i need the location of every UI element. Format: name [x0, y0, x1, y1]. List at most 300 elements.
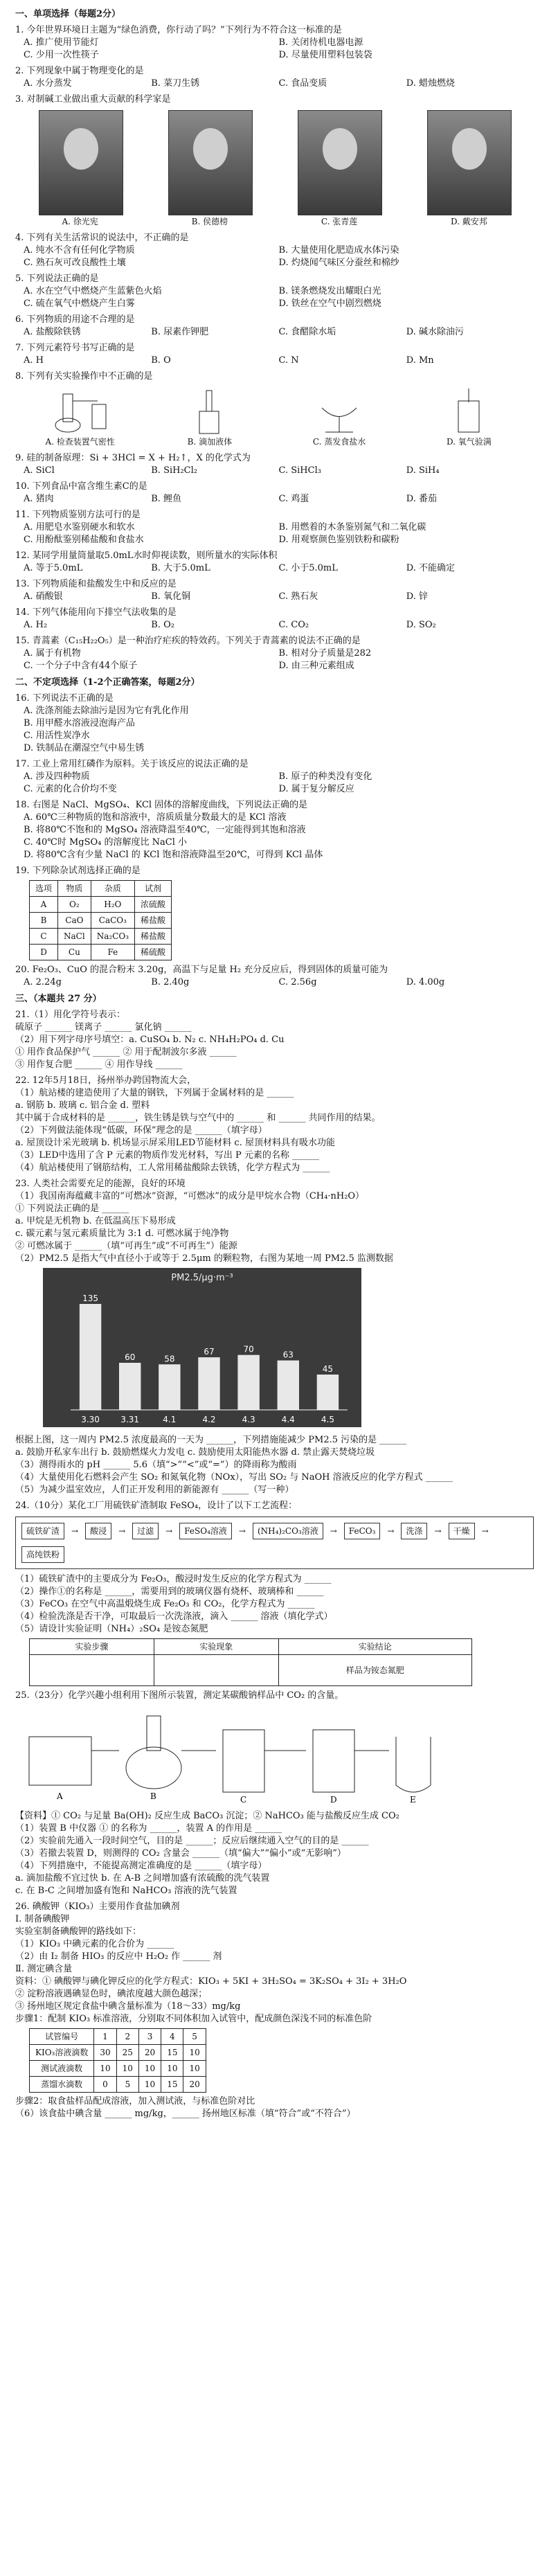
option-a: A. 2.24g: [24, 977, 62, 987]
standard-color-table: [29, 2028, 206, 2093]
option-b: B. 大于5.0mL: [151, 563, 210, 573]
question-line: ③ 用作复合肥 ______ ④ 用作导线 ______: [15, 1059, 183, 1070]
apparatus-caption: A. 检查装置气密性: [45, 437, 115, 447]
arrow-icon: →: [118, 1526, 126, 1536]
question-line: （5）为减少温室效应，人们正开发利用的新能源有 ______（写一种）: [15, 1485, 294, 1495]
table-cell: KIO₃溶液滴数: [30, 2045, 94, 2061]
question-stem: 12. 某同学用量筒量取5.0mL水时仰视读数，则所量水的实际体积: [15, 551, 278, 561]
question-line: （4）下列措施中，不能提高测定准确度的是 ______（填字母）: [15, 1861, 267, 1871]
portrait-caption: C. 张青莲: [321, 217, 358, 226]
table-cell: C: [30, 929, 58, 945]
exam-paper: [15, 4, 534, 2120]
option-c: C. 元素的化合价均不变: [24, 784, 117, 794]
option-d: D. 尽量使用塑料包装袋: [278, 50, 372, 60]
table-header: 杂质: [91, 881, 134, 897]
question-26: [15, 1901, 534, 2120]
option-c: C. 小于5.0mL: [278, 563, 338, 573]
x-tick-label: 3.30: [81, 1415, 100, 1424]
apparatus-e-icon: [396, 1737, 431, 1792]
arrow-icon: →: [330, 1526, 337, 1536]
portrait-a: [39, 110, 122, 228]
arrow-icon: →: [387, 1526, 395, 1536]
option-d: D. 锌: [406, 591, 428, 602]
section-title-1: 一、单项选择（每题2分）: [15, 9, 121, 19]
options: [15, 812, 534, 861]
question-stem: 22. 12年5月18日，扬州举办跨国物流大会，: [15, 1075, 197, 1086]
table-cell: NaCl: [58, 929, 91, 945]
options: [15, 285, 534, 310]
table-cell: [154, 1655, 278, 1686]
question-stem: 6. 下列物质的用途不合理的是: [15, 314, 135, 325]
table-cell: Fe: [91, 945, 134, 960]
evaporating-dish-icon: [308, 387, 370, 436]
question-line: ② 淀粉溶液遇碘显色时，碘浓度越大颜色越深；: [15, 1989, 208, 1999]
arrow-icon: →: [71, 1526, 79, 1536]
question-17: [15, 758, 534, 796]
portrait-photo: [427, 110, 512, 215]
table-row: [30, 913, 172, 929]
table-row: [30, 1655, 472, 1686]
option-c: C. CO₂: [278, 620, 309, 630]
option-a: A. 涉及四种物质: [24, 771, 90, 782]
question-12: [15, 550, 534, 575]
question-line: （3）测得雨水的 pH ______ 5.6（填“>”“<”或“=”）的降雨称为酸雨: [15, 1460, 297, 1470]
flow-step: 洗涤: [401, 1523, 427, 1539]
portrait-photo: [168, 110, 253, 215]
option-c: C. 2.56g: [278, 977, 317, 987]
option-d: D. SO₂: [406, 620, 436, 630]
question-21: [15, 1009, 534, 1071]
question-line: 其中属于合成材料的是 ______，铁生锈是铁与空气中的 ______ 和 ______ 共同作用的结果。: [15, 1113, 381, 1123]
question-stem: 13. 下列物质能和盐酸发生中和反应的是: [15, 579, 177, 589]
option-a: A. 水在空气中燃烧产生蓝紫色火焰: [24, 286, 162, 296]
flask-icon: [49, 387, 111, 436]
question-line: 硫原子 ______ 镁离子 ______ 氯化钠 ______: [15, 1022, 192, 1032]
apparatus-b: [158, 387, 262, 448]
flow-step: 酸浸: [85, 1523, 111, 1539]
option-c: C. 鸡蛋: [278, 494, 309, 504]
question-line: （3）FeCO₃ 在空气中高温煅烧生成 Fe₂O₃ 和 CO₂，化学方程式为 ______: [15, 1599, 315, 1609]
apparatus-caption: B. 滴加液体: [187, 437, 233, 447]
impurity-table: [29, 880, 172, 960]
x-tick-label: 4.4: [281, 1415, 295, 1424]
option-c: C. SiHCl₃: [278, 465, 321, 476]
question-22: [15, 1075, 534, 1174]
option-a: A. H: [24, 355, 44, 366]
flow-step: (NH₄)₂CO₃溶液: [253, 1523, 323, 1539]
options: [15, 465, 534, 477]
option-b: B. 菜刀生锈: [151, 78, 200, 89]
option-b: B. 尿素作钾肥: [151, 327, 209, 337]
question-line: c. 碳元素与氢元素质量比为 3:1 d. 可燃冰属于纯净物: [15, 1228, 229, 1239]
flow-step: 过滤: [132, 1523, 159, 1539]
option-a: A. 等于5.0mL: [24, 563, 83, 573]
options: [15, 493, 534, 506]
table-cell: 样品为铵态氮肥: [278, 1655, 471, 1686]
flow-step: 硫铁矿渣: [21, 1523, 64, 1539]
apparatus-caption: C. 蒸发食盐水: [312, 437, 366, 447]
table-row: [30, 2061, 206, 2077]
table-header: 2: [116, 2029, 138, 2045]
question-10: [15, 481, 534, 506]
x-tick-label: 4.5: [321, 1415, 334, 1424]
apparatus-row: [15, 387, 534, 448]
option-c: C. 一个分子中含有44个原子: [24, 661, 138, 671]
option-b: B. 大量使用化肥造成水体污染: [278, 245, 399, 256]
table-cell: 稀硫酸: [135, 945, 172, 960]
option-a: A. 猪肉: [24, 494, 54, 504]
question-line: （1）我国南海蕴藏丰富的“可燃冰”资源，“可燃冰”的成分是甲烷水合物（CH₄·nH₂O）: [15, 1191, 365, 1201]
options: [15, 705, 534, 755]
question-25: [15, 1690, 534, 1897]
table-header: 实验步骤: [30, 1639, 154, 1655]
question-stem: 5. 下列说法正确的是: [15, 274, 99, 284]
question-line: （2）由 I₂ 制备 HIO₃ 的反应中 H₂O₂ 作 ______ 剂: [15, 1951, 222, 1962]
table-cell: 5: [116, 2077, 138, 2093]
table-cell: 浓硫酸: [135, 897, 172, 913]
table-cell: Cu: [58, 945, 91, 960]
question-stem: 8. 下列有关实验操作中不正确的是: [15, 371, 153, 382]
apparatus-b-icon: [126, 1716, 216, 1789]
table-header: 实验现象: [154, 1639, 278, 1655]
option-b: B. O₂: [151, 620, 174, 630]
table-cell: 稀盐酸: [135, 913, 172, 929]
option-c: C. 食醋除水垢: [278, 327, 336, 337]
table-header: 实验结论: [278, 1639, 471, 1655]
option-d: D. Mn: [406, 355, 434, 366]
option-a: A. SiCl: [24, 465, 55, 476]
bar-value-label: 58: [164, 1354, 175, 1364]
apparatus-a-icon: [29, 1737, 119, 1785]
apparatus-c-icon: [223, 1730, 306, 1792]
x-tick-label: 3.31: [120, 1415, 140, 1424]
question-stem: 17. 工业上常用红磷作为原料。关于该反应的说法正确的是: [15, 759, 249, 769]
arrow-icon: →: [434, 1526, 442, 1536]
question-24: [15, 1500, 534, 1686]
question-line: c. 在 B-C 之间增加盛有饱和 NaHCO₃ 溶液的洗气装置: [15, 1886, 237, 1896]
chart-bar: [198, 1357, 219, 1410]
question-stem: 24.（10分）某化工厂用硫铁矿渣制取 FeSO₄，设计了以下工艺流程：: [15, 1501, 298, 1511]
table-header: 选项: [30, 881, 58, 897]
portrait-row: [15, 110, 534, 228]
options: [15, 562, 534, 575]
option-d: D. 将80℃含有少量 NaCl 的 KCl 饱和溶液降温至20℃，可得到 KCl 晶体: [24, 850, 323, 860]
table-cell: 10: [183, 2045, 206, 2061]
question-stem: 20. Fe₂O₃、CuO 的混合粉末 3.20g，高温下与足量 H₂ 充分反应后，得到固体的质量可能为: [15, 965, 388, 975]
question-stem: 1. 今年世界环境日主题为“绿色消费，你行动了吗？”下列行为不符合这一标准的是: [15, 25, 342, 35]
question-7: [15, 342, 534, 367]
option-b: B. 镁条燃烧发出耀眼白光: [278, 286, 381, 296]
question-1: [15, 24, 534, 62]
question-stem: 16. 下列说法不正确的是: [15, 693, 114, 704]
flow-step: 干燥: [449, 1523, 475, 1539]
question-line: （2）用下列字母序号填空：a. CuSO₄ b. N₂ c. NH₄H₂PO₄ d. Cu: [15, 1035, 285, 1045]
table-row: [30, 2077, 206, 2093]
question-line: （2）实验前先通入一段时间空气，目的是 ______；反应后继续通入空气的目的是 ______: [15, 1836, 369, 1846]
option-d: D. 灼烧闻气味区分蚕丝和棉纱: [278, 258, 399, 268]
apparatus-label: A: [57, 1791, 63, 1801]
option-c: C. 食品变质: [278, 78, 327, 89]
gas-jar-icon: [438, 387, 500, 436]
question-line: 实验室制备碘酸钾的路线如下：: [15, 1926, 142, 1937]
question-line: ② 可燃冰属于 ______（填“可再生”或“不可再生”）能源: [15, 1241, 237, 1251]
question-line: 【资料】① CO₂ 与足量 Ba(OH)₂ 反应生成 BaCO₃ 沉淀；② NaHCO₃ 能与盐酸反应生成 CO₂: [15, 1811, 399, 1821]
question-line: 资料：① 碘酸钾与碘化钾反应的化学方程式：KIO₃ + 5KI + 3H₂SO₄ = 3K₂SO₄ + 3I₂ + 3H₂O: [15, 1976, 407, 1987]
option-c: C. 用酚酞鉴别稀盐酸和食盐水: [24, 535, 144, 545]
bar-value-label: 70: [243, 1344, 254, 1354]
option-d: D. SiH₄: [406, 465, 440, 476]
option-b: B. SiH₂Cl₂: [151, 465, 197, 476]
options: [15, 244, 534, 269]
question-stem: 2. 下列现象中属于物理变化的是: [15, 66, 144, 76]
chart-bar: [278, 1361, 299, 1410]
bar-value-label: 63: [282, 1350, 294, 1360]
question-stem: 18. 右图是 NaCl、MgSO₄、KCl 固体的溶解度曲线，下列说法正确的是: [15, 800, 308, 810]
table-cell: D: [30, 945, 58, 960]
question-line: （1）硫铁矿渣中的主要成分为 Fe₂O₃，酸浸时发生反应的化学方程式为 ______: [15, 1574, 332, 1584]
table-row: [30, 945, 172, 960]
question-line: 步骤2：取食盐样品配成溶液，加入测试液，与标准色阶对比: [15, 2096, 255, 2107]
apparatus-label: C: [240, 1795, 247, 1805]
table-cell: 测试液滴数: [30, 2061, 94, 2077]
question-9: [15, 452, 534, 477]
question-line: ③ 扬州地区规定食盐中碘含量标准为（18～33）mg/kg: [15, 2001, 241, 2012]
option-b: B. 用燃着的木条鉴别氮气和二氧化碳: [278, 522, 426, 533]
question-line: a. 钢筋 b. 玻璃 c. 铝合金 d. 塑料: [15, 1100, 150, 1111]
question-stem: 23. 人类社会需要充足的能源，良好的环境: [15, 1179, 186, 1189]
table-row: [30, 897, 172, 913]
option-b: B. 用甲醛水溶液浸泡海产品: [24, 718, 135, 728]
flow-step: FeCO₃: [344, 1523, 381, 1539]
option-b: B. 2.40g: [151, 977, 190, 987]
question-line: （3）LED中选用了含 P 元素的物质作发光材料，写出 P 元素的名称 ______: [15, 1150, 319, 1161]
option-d: D. 碱水除油污: [406, 327, 464, 337]
option-a: A. 水分蒸发: [24, 78, 72, 89]
question-line: （3）若撤去装置 D，则测得的 CO₂ 含量会 ______（填“偏大”“偏小”或“无影响”）: [15, 1848, 346, 1859]
table-header: 5: [183, 2029, 206, 2045]
apparatus-label: E: [410, 1795, 416, 1805]
apparatus-label: D: [330, 1795, 337, 1805]
question-stem: 26. 碘酸钾（KIO₃）主要用作食盐加碘剂: [15, 1902, 180, 1912]
options: [15, 619, 534, 632]
question-15: [15, 635, 534, 672]
question-line: （4）航站楼使用了钢筋结构，工人常用稀盐酸除去铁锈，化学方程式为 ______: [15, 1163, 330, 1173]
process-flow-diagram: [15, 1517, 534, 1569]
table-cell: 0: [94, 2077, 116, 2093]
bar-value-label: 135: [82, 1294, 99, 1303]
question-stem: 9. 硅的制备原理：Si + 3HCl = X + H₂↑，X 的化学式为: [15, 453, 251, 463]
option-c: C. 硫在氧气中燃烧产生白雾: [24, 298, 135, 309]
table-cell: O₂: [58, 897, 91, 913]
question-14: [15, 607, 534, 632]
option-c: C. 40℃时 MgSO₄ 的溶解度比 NaCl 小: [24, 837, 187, 848]
table-cell: 15: [161, 2077, 183, 2093]
option-b: B. 关闭待机电器电源: [278, 37, 363, 48]
question-20: [15, 964, 534, 989]
question-line: a. 屋顶设计采光玻璃 b. 机场显示屏采用LED节能材料 c. 屋顶材料具有吸水功能: [15, 1138, 335, 1148]
option-a: A. 盐酸除铁锈: [24, 327, 81, 337]
table-header: 3: [138, 2029, 161, 2045]
table-row: [30, 929, 172, 945]
question-stem: 19. 下列除杂试剂选择正确的是: [15, 866, 141, 876]
question-line: （1）装置 B 中仪器 ① 的名称为 ______，装置 A 的作用是 ______: [15, 1823, 282, 1834]
apparatus-a: [28, 387, 132, 448]
question-line: （4）大量使用化石燃料会产生 SO₂ 和氮氧化物（NOx），写出 SO₂ 与 NaOH 溶液反应的化学方程式 ______: [15, 1472, 453, 1483]
options: [15, 591, 534, 603]
question-line: 根据上图，这一周内 PM2.5 浓度最高的一天为 ______，下列措施能减少 PM2.5 污染的是 ______: [15, 1435, 407, 1445]
option-a: A. H₂: [24, 620, 48, 630]
question-line: （5）请设计实验证明（NH₄）₂SO₄ 是铵态氮肥: [15, 1624, 208, 1634]
table-row: [30, 2045, 206, 2061]
option-a: A. 60℃三种物质的饱和溶液中，溶质质量分数最大的是 KCl 溶液: [24, 812, 287, 823]
apparatus-label: B: [150, 1791, 156, 1801]
option-a: A. 用肥皂水鉴别硬水和软水: [24, 522, 135, 533]
chart-bar: [159, 1364, 180, 1410]
portrait-photo: [298, 110, 382, 215]
table-cell: 20: [138, 2045, 161, 2061]
section-title-2: 二、不定项选择（1-2个正确答案，每题2分）: [15, 677, 200, 688]
question-stem: 11. 下列物质鉴别方法可行的是: [15, 510, 141, 520]
question-stem: 7. 下列元素符号书写正确的是: [15, 343, 135, 353]
question-line: Ⅰ. 制备碘酸钾: [15, 1914, 70, 1924]
chart-title: PM2.5/μg·m⁻³: [171, 1273, 233, 1283]
option-b: B. 氧化铜: [151, 591, 191, 602]
question-23: [15, 1178, 534, 1496]
table-cell: 10: [161, 2061, 183, 2077]
question-line: （1）KIO₃ 中碘元素的化合价为 ______: [15, 1939, 174, 1949]
chart-bar: [317, 1375, 339, 1410]
question-6: [15, 314, 534, 339]
question-line: ① 用作食品保护气 ______ ② 用于配制波尔多液 ______: [15, 1047, 237, 1057]
question-8: [15, 370, 534, 448]
arrow-icon: →: [481, 1526, 489, 1536]
question-stem: 14. 下列气体能用向下排空气法收集的是: [15, 607, 177, 618]
question-16: [15, 692, 534, 755]
option-a: A. 属于有机物: [24, 648, 81, 659]
pm25-bar-chart: [43, 1268, 361, 1427]
question-13: [15, 578, 534, 603]
option-d: D. 铁制品在潮湿空气中易生锈: [24, 743, 145, 753]
x-tick-label: 4.2: [202, 1415, 216, 1424]
options: [15, 976, 534, 989]
question-2: [15, 65, 534, 90]
table-cell: 10: [138, 2061, 161, 2077]
question-stem: 10. 下列食品中富含维生素C的是: [15, 481, 147, 492]
portrait-d: [427, 110, 510, 228]
pm25-chart: [43, 1268, 534, 1431]
option-d: D. 番茄: [406, 494, 437, 504]
chart-bar: [119, 1363, 141, 1410]
table-cell: H₂O: [91, 897, 134, 913]
table-header: 试剂: [135, 881, 172, 897]
options: [15, 521, 534, 546]
options: [15, 355, 534, 367]
option-b: B. 将80℃不饱和的 MgSO₄ 溶液降温至40℃，一定能得到其饱和溶液: [24, 825, 306, 835]
table-cell: [30, 1655, 154, 1686]
table-header: 物质: [58, 881, 91, 897]
section-title-3: 三、（本题共 27 分）: [15, 994, 102, 1004]
question-18: [15, 799, 534, 861]
bar-value-label: 45: [322, 1364, 334, 1374]
question-5: [15, 273, 534, 310]
table-cell: CaO: [58, 913, 91, 929]
table-cell: 稀盐酸: [135, 929, 172, 945]
bar-value-label: 60: [125, 1352, 136, 1362]
question-stem: 21.（1）用化学符号表示：: [15, 1010, 125, 1020]
question-line: （2）操作①的名称是 ______，需要用到的玻璃仪器有烧杯、玻璃棒和 ______: [15, 1586, 324, 1597]
chart-bar: [80, 1304, 101, 1410]
option-a: A. 推广使用节能灯: [24, 37, 99, 48]
question-line: （1）航站楼的建造使用了大量的钢铁，下列属于金属材料的是 ______: [15, 1088, 294, 1098]
apparatus-caption: D. 氧气验满: [446, 437, 492, 447]
table-cell: CaCO₃: [91, 913, 134, 929]
x-tick-label: 4.3: [242, 1415, 255, 1424]
option-b: B. O: [151, 355, 171, 366]
question-3: [15, 93, 534, 228]
apparatus-c: [287, 387, 391, 448]
question-stem: 15. 青蒿素（C₁₅H₂₂O₅）是一种治疗疟疾的特效药。下列关于青蒿素的说法不正确的是: [15, 636, 361, 646]
arrow-icon: →: [238, 1526, 246, 1536]
table-cell: A: [30, 897, 58, 913]
table-cell: 15: [161, 2045, 183, 2061]
question-line: 步骤1：配制 KIO₃ 标准溶液，分别取不同体积加入试管中，配成颜色深浅不同的标准色阶: [15, 2014, 372, 2024]
table-cell: 10: [138, 2077, 161, 2093]
table-cell: B: [30, 913, 58, 929]
bar-value-label: 67: [204, 1347, 215, 1357]
option-b: B. 相对分子质量是282: [278, 648, 372, 659]
question-line: ① 下列说法正确的是 ______: [15, 1204, 129, 1214]
table-header: 1: [94, 2029, 116, 2045]
table-header: 试管编号: [30, 2029, 94, 2045]
options: [15, 37, 534, 62]
options: [15, 326, 534, 339]
option-d: D. 铁丝在空气中剧烈燃烧: [278, 298, 381, 309]
question-line: a. 鼓励开私家车出行 b. 鼓励燃煤火力发电 c. 鼓励使用太阳能热水器 d. 禁止露天焚烧垃圾: [15, 1447, 375, 1458]
question-stem: 25.（23分）化学兴趣小组利用下图所示装置，测定某碳酸钠样品中 CO₂ 的含量。: [15, 1690, 344, 1701]
arrow-icon: →: [165, 1526, 173, 1536]
option-c: C. 用活性炭净水: [24, 731, 90, 741]
table-cell: 蒸馏水滴数: [30, 2077, 94, 2093]
option-d: D. 用观察颜色鉴别铁粉和碳粉: [278, 535, 399, 545]
table-cell: Na₂CO₃: [91, 929, 134, 945]
question-line: a. 甲烷是无机物 b. 在低温高压下易形成: [15, 1216, 176, 1226]
option-c: C. 熟石灰: [278, 591, 318, 602]
option-d: D. 4.00g: [406, 977, 445, 987]
apparatus-d: [417, 387, 521, 448]
option-b: B. 鲤鱼: [151, 494, 182, 504]
question-line: a. 滴加盐酸不宜过快 b. 在 A-B 之间增加盛有浓硫酸的洗气装置: [15, 1873, 270, 1884]
options: [15, 771, 534, 796]
portrait-c: [298, 110, 381, 228]
table-header: 4: [161, 2029, 183, 2045]
option-a: A. 洗涤剂能去除油污是因为它有乳化作用: [24, 706, 189, 716]
option-c: C. 熟石灰可改良酸性土壤: [24, 258, 126, 268]
portrait-caption: B. 侯德榜: [191, 217, 228, 226]
question-line: （6）该食盐中碘含量 ______ mg/kg，______ 扬州地区标准（填“符合”或“不符合”）: [15, 2109, 356, 2119]
question-line: Ⅱ. 测定碘含量: [15, 1964, 73, 1974]
option-a: A. 纯水不含有任何化学物质: [24, 245, 135, 256]
experiment-table: [29, 1638, 472, 1686]
portrait-photo: [39, 110, 123, 215]
option-d: D. 不能确定: [406, 563, 455, 573]
table-cell: 30: [94, 2045, 116, 2061]
dropper-icon: [179, 387, 241, 436]
portrait-caption: A. 徐光宪: [62, 217, 98, 226]
option-b: B. 原子的种类没有变化: [278, 771, 372, 782]
apparatus-d-icon: [313, 1730, 389, 1792]
table-cell: 10: [183, 2061, 206, 2077]
table-cell: 25: [116, 2045, 138, 2061]
